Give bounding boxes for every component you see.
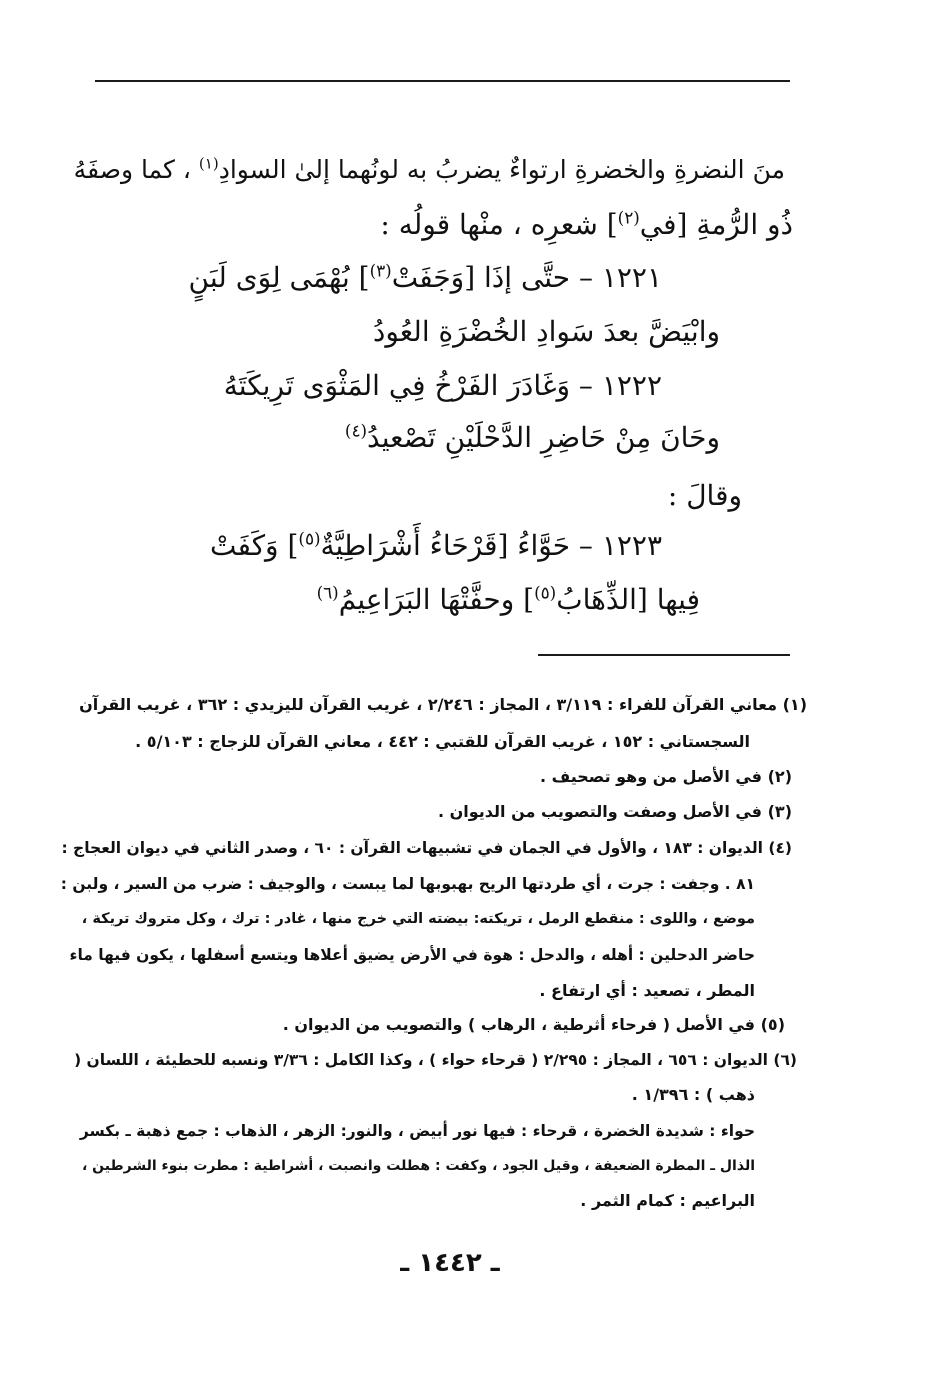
top-rule [95,80,790,82]
footnote-line: البراعيم : كمام الثمر . [580,1191,755,1210]
footnote-line: حاضر الدحلين : أهله ، والدحل : هوة في الأرض يضيق أعلاها ويتسع أسفلها ، يكون فيها ماء [69,946,755,964]
footnote-line: ٨١ . وجفت : جرت ، أي طردتها الريح بهبوبها لما يبست ، والوجيف : ضرب من السير ، ولبن : [60,875,755,893]
footnote-line: (٤) الديوان : ١٨٣ ، والأول في الجمان في تشبيهات القرآن : ٦٠ ، وصدر الثاني في ديوان العجاج : [61,839,792,857]
body-text: ذُو الرُّمةِ [في [639,208,793,241]
verse-text: وابْيَضَّ بعدَ سَوادِ الخُضْرَةِ العُودُ [372,315,720,348]
footnote-line: الذال ـ المطرة الضعيفة ، وقيل الجود ، وكفت : هطلت وانصبت ، أشراطية : مطرت بنوء الشرطين ، [81,1158,755,1174]
footnote-line: السجستاني : ١٥٢ ، غريب القرآن للقتبي : ٤٤٢ ، معاني القرآن للزجاج : ٥/١٠٣ . [135,732,750,751]
body-text: منَ النضرةِ والخضرةِ ارتواءٌ يضربُ به لونُهما إلىٰ السوادِ [218,155,785,184]
verse-1222-first [224,366,662,406]
verse-1223-first [210,526,662,566]
footnote-line: (٢) في الأصل من وهو تصحيف . [540,767,792,786]
footnote-line: (٥) في الأصل ( فرحاء أثرطية ، الرهاب ) والتصويب من الديوان . [282,1015,785,1034]
footnote-ref-5b: (٥) [534,582,557,603]
page-number: ـ ١٤٤٢ ـ [400,1248,500,1278]
footnote-ref-4: (٤) [344,420,368,441]
verse-text: ١٢٢١ – حتَّى إذَا [وَجَفَتْ [391,261,662,294]
body-text: وقالَ : [667,479,742,512]
footnote-ref-3: (٣) [369,260,392,281]
footnote-line: المطر ، تصعيد : أي ارتفاع . [539,981,755,1000]
footnote-line: (٦) الديوان : ٦٥٦ ، المجاز : ٢/٢٩٥ ( قرحاء حواء ) ، وكذا الكامل : ٣/٣٦ ونسبه للحطيئة ، اللسان ( [74,1051,797,1069]
footnote-line: حواء : شديدة الخضرة ، قرحاء : فيها نور أبيض ، والنور: الزهر ، الذهاب : جمع ذهبة ـ بكسر [79,1122,755,1140]
footnote-ref-1: (١) [198,154,219,173]
footnote-separator [538,654,790,656]
verse-1222-second [345,418,720,458]
footnote-ref-6: (٦) [316,582,339,603]
verse-1221-second [373,312,720,352]
body-text: ] شعرِه ، منْها قولُه : [380,208,618,241]
verse-1223-second [317,580,700,620]
verse-1221-first [189,258,663,298]
verse-text: ١٢٢٣ – حَوَّاءُ [قَرْحَاءُ أَشْرَاطِيَّةٌ [320,529,662,562]
verse-text: ١٢٢٢ – وَغَادَرَ الفَرْخُ فِي المَثْوَى تَرِيكَتَهُ [223,369,662,402]
footnote-line: (١) معاني القرآن للفراء : ٣/١١٩ ، المجاز : ٢/٢٤٦ ، غريب القرآن لليزيدي : ٣٦٢ ، غريب القرآن [79,695,807,714]
body-waqal [668,476,742,516]
body-line-1 [74,150,785,190]
verse-text: فِيها [الذِّهَابُ [556,583,700,616]
footnote-ref-2: (٢) [617,207,640,228]
footnote-line: ذهب ) : ١/٣٩٦ . [631,1085,755,1104]
verse-text: ] بُهْمَى لِوَى لَبَنٍ [188,261,370,294]
footnote-line: (٣) في الأصل وصفت والتصويب من الديوان . [437,802,792,821]
body-text: ، كما وصفَهُ [73,155,191,184]
body-line-2 [380,205,793,245]
footnote-ref-5: (٥) [298,528,321,549]
verse-text: ] وحفَّتْهَا البَرَاعِيمُ [338,583,535,616]
verse-text: وحَانَ مِنْ حَاضِرِ الدَّحْلَيْنِ تَصْعيدُ [367,421,720,454]
verse-text: ] وَكَفَتْ [210,529,299,562]
footnote-line: موضع ، واللوى : منقطع الرمل ، تريكته: بيضته التي خرج منها ، غادر : ترك ، وكل متروك تريكة ، [81,911,755,927]
